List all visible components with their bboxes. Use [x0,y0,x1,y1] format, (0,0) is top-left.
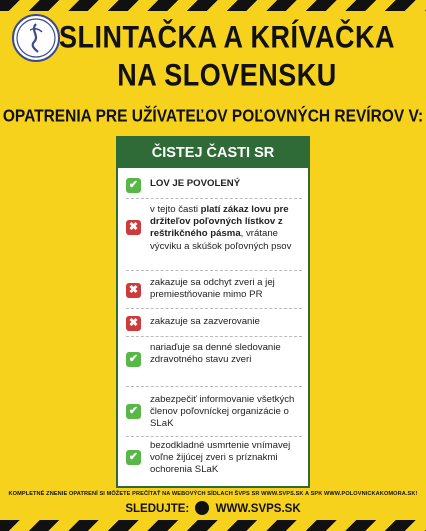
measure-item [126,204,302,253]
measure-text: zakazuje sa zazverovanie [150,316,260,327]
measure-item [126,342,302,367]
divider [126,308,302,309]
check-icon: ✔ [126,404,141,419]
hazard-stripes-bottom [0,520,426,531]
measure-text: nariaďuje sa denné sledovanie zdravotného stavu zveri [150,342,281,366]
measure-item [126,277,302,301]
subtitle: OPATRENIA PRE UŽÍVATEĽOV POĽOVNÝCH REVÍROV V: [2,106,424,127]
follow-url[interactable]: WWW.SVPS.SK [215,503,301,515]
measure-text: bezodkladné usmrtenie vnímavej voľne žijúcej zveri s príznakmi ochorenia SLaK [150,440,291,476]
follow-line [0,501,426,515]
title-line-1: SLINTAČKA A KRÍVAČKA [59,19,395,55]
measure-item [126,440,302,477]
check-icon: ✔ [126,178,141,193]
check-icon: ✔ [126,352,141,367]
cross-icon: ✖ [126,283,141,298]
measure-text: v tejto časti platí zákaz lovu pre držiteľov poľovných lístkov z reštrikčného pásma, vrátane výcviku a skúšok poľovných psov [150,204,292,252]
svps-mini-logo-icon [195,501,209,515]
divider [126,336,302,337]
cross-icon: ✖ [126,316,141,331]
measure-item [126,394,302,431]
divider [126,436,302,437]
footnote: KOMPLETNÉ ZNENIE OPATRENÍ SI MÔŽETE PREČÍTAŤ NA WEBOVÝCH SÍDLACH ŠVPS SR WWW.SVPS.SK A SPK WWW.POLOVNICKAKOMORA.SK! [8,491,418,497]
card-heading: ČISTEJ ČASTI SR [118,138,308,168]
hazard-stripes-top [0,0,426,11]
measure-item [126,316,302,331]
divider [126,386,302,387]
measure-text: zabezpečiť informovanie všetkých členov poľovníckej organizácie o SLaK [150,394,295,430]
follow-label: SLEDUJTE: [125,503,190,515]
check-icon: ✔ [126,450,141,465]
divider [126,270,302,271]
cross-icon: ✖ [126,220,141,235]
measure-text: LOV JE POVOLENÝ [150,178,241,189]
measure-text: zakazuje sa odchyt zveri a jej premiestňovanie mimo PR [150,277,275,301]
divider [126,198,302,199]
title-line-2: NA SLOVENSKU [117,57,337,93]
measure-item [126,178,302,193]
measures-card [116,136,310,488]
